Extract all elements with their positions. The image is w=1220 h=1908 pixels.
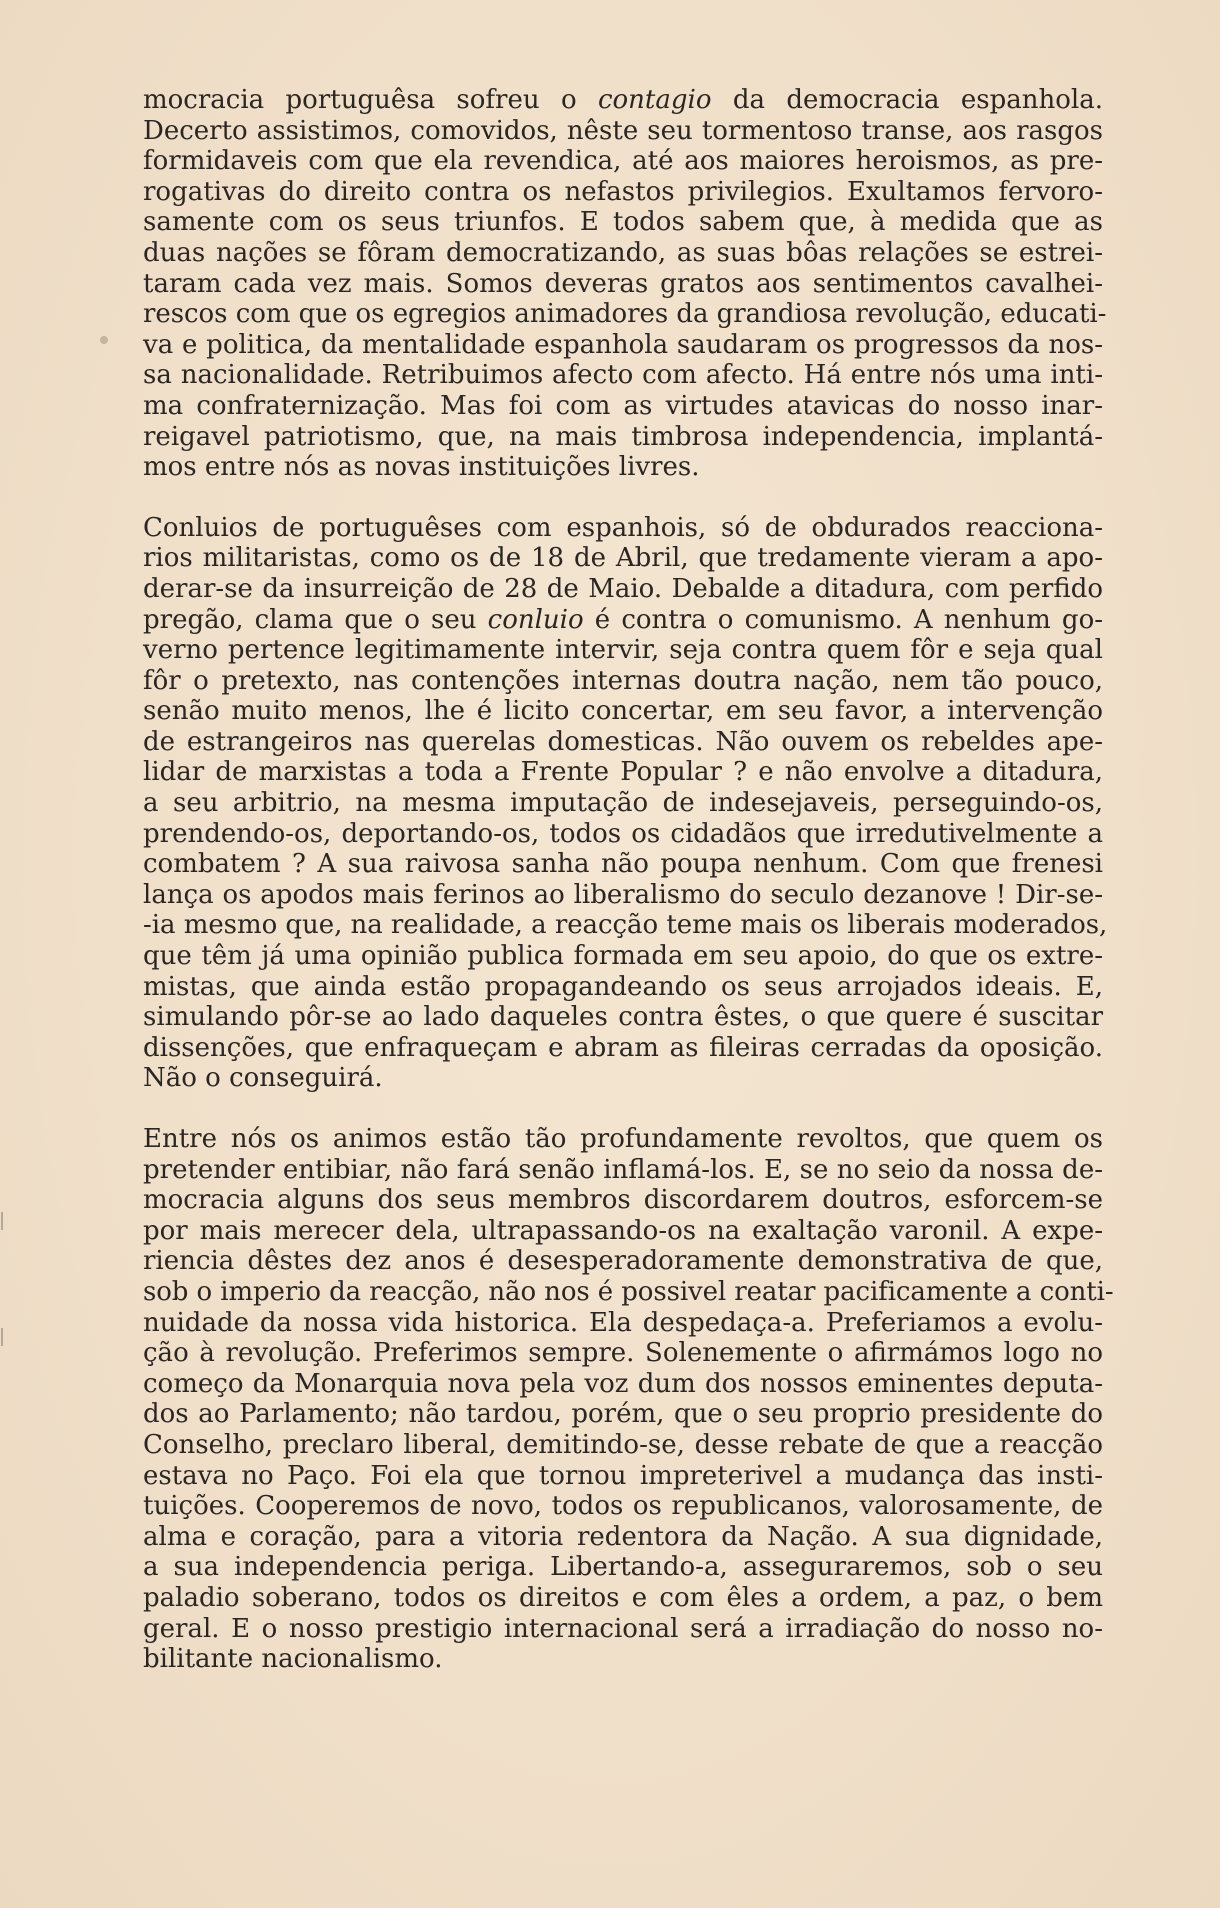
text-line: estava no Paço. Foi ela que tornou impreterivel a mudança das insti- xyxy=(143,1460,1103,1491)
text-segment: da democracia espanhola. xyxy=(711,85,1104,115)
text-line: combatem ? A sua raivosa sanha não poupa nenhum. Com que frenesi xyxy=(143,849,1103,880)
body-text xyxy=(143,85,1114,1675)
text-line: senão muito menos, lhe é licito concertar, em seu favor, a intervenção xyxy=(143,696,1103,727)
text-line: ma confraternização. Mas foi com as virtudes atavicas do nosso inar- xyxy=(143,390,1103,421)
text-line: paladio soberano, todos os direitos e com êles a ordem, a paz, o bem xyxy=(143,1582,1103,1613)
text-line: -ia mesmo que, na realidade, a reacção teme mais os liberais moderados, xyxy=(143,910,1108,941)
text-segment: é contra o comunismo. A nenhum go- xyxy=(583,604,1104,635)
text-line: mistas, que ainda estão propagandeando os seus arrojados ideais. E, xyxy=(143,971,1103,1002)
text-line: dos ao Parlamento; não tardou, porém, que o seu proprio presidente do xyxy=(143,1399,1103,1430)
text-line: ção à revolução. Preferimos sempre. Solenemente o afirmámos logo no xyxy=(143,1338,1103,1369)
italic-word: conluio xyxy=(487,604,584,635)
text-line: Conselho, preclaro liberal, demitindo-se, desse rebate de que a reacção xyxy=(143,1429,1103,1460)
italic-word: contagio xyxy=(597,85,712,115)
text-line: sa nacionalidade. Retribuimos afecto com afecto. Há entre nós uma inti- xyxy=(143,360,1103,391)
text-line: mocracia alguns dos seus membros discordarem doutros, esforcem-se xyxy=(143,1185,1103,1216)
text-line: alma e coração, para a vitoria redentora da Nação. A sua dignidade, xyxy=(143,1521,1103,1552)
text-line: nuidade da nossa vida historica. Ela despedaça-a. Preferiamos a evolu- xyxy=(143,1307,1103,1338)
text-line: sob o imperio da reacção, não nos é possivel reatar pacificamente a conti- xyxy=(143,1276,1114,1307)
paragraph xyxy=(143,1124,1114,1675)
text-line: verno pertence legitimamente intervir, seja contra quem fôr e seja qual xyxy=(143,635,1103,666)
text-line: dissenções, que enfraqueçam e abram as fileiras cerradas da oposição. xyxy=(143,1032,1103,1063)
text-line: tuições. Cooperemos de novo, todos os republicanos, valorosamente, de xyxy=(143,1491,1103,1522)
text-line: taram cada vez mais. Somos deveras gratos aos sentimentos cavalhei- xyxy=(143,268,1103,299)
text-line: formidaveis com que ela revendica, até aos maiores heroismos, as pre- xyxy=(143,146,1103,177)
text-line: começo da Monarquia nova pela voz dum dos nossos eminentes deputa- xyxy=(143,1368,1103,1399)
paper-edge-mark xyxy=(1,1212,3,1230)
text-line: prendendo-os, deportando-os, todos os cidadãos que irredutivelmente a xyxy=(143,818,1103,849)
text-line: rescos com que os egregios animadores da grandiosa revolução, educati- xyxy=(143,299,1107,330)
text-line: geral. E o nosso prestigio internacional será a irradiação do nosso no- xyxy=(143,1613,1103,1644)
text-line: que têm já uma opinião publica formada em seu apoio, do que os extre- xyxy=(143,941,1103,972)
text-line: Não o conseguirá. xyxy=(143,1063,383,1094)
text-line: Entre nós os animos estão tão profundamente revoltos, que quem os xyxy=(143,1124,1103,1154)
text-line: simulando pôr-se ao lado daqueles contra êstes, o que quere é suscitar xyxy=(143,1002,1103,1033)
text-line: va e politica, da mentalidade espanhola saudaram os progressos da nos- xyxy=(143,329,1103,360)
text-line: de estrangeiros nas querelas domesticas. Não ouvem os rebeldes ape- xyxy=(143,726,1103,757)
text-segment: pregão, clama que o seu xyxy=(143,604,488,635)
paragraph xyxy=(143,512,1108,1094)
text-line: duas nações se fôram democratizando, as suas bôas relações se estrei- xyxy=(143,237,1103,268)
text-line: pretender entibiar, não fará senão inflamá-los. E, se no seio da nossa de- xyxy=(143,1154,1103,1185)
text-line: samente com os seus triunfos. E todos sabem que, à medida que as xyxy=(143,207,1103,238)
text-line: fôr o pretexto, nas contenções internas doutra nação, nem tão pouco, xyxy=(143,665,1103,696)
text-line: reigavel patriotismo, que, na mais timbrosa independencia, implantá- xyxy=(143,421,1103,452)
paragraph xyxy=(143,85,1107,483)
text-line: Conluios de portuguêses com espanhois, só de obdurados reacciona- xyxy=(143,512,1103,543)
text-line: a sua independencia periga. Libertando-a, asseguraremos, sob o seu xyxy=(143,1552,1103,1583)
text-line: rios militaristas, como os de 18 de Abril, que tredamente vieram a apo- xyxy=(143,543,1103,574)
text-line: a seu arbitrio, na mesma imputação de indesejaveis, perseguindo-os, xyxy=(143,788,1103,819)
text-line: derar-se da insurreição de 28 de Maio. Debalde a ditadura, com perfido xyxy=(143,573,1103,604)
text-line xyxy=(143,605,1103,636)
text-line: rogativas do direito contra os nefastos privilegios. Exultamos fervoro- xyxy=(143,176,1103,207)
text-segment: mocracia portuguêsa sofreu o xyxy=(143,85,598,115)
text-line: por mais merecer dela, ultrapassando-os na exaltação varonil. A expe- xyxy=(143,1215,1103,1246)
paper-edge-mark xyxy=(1,1328,3,1346)
text-line: mos entre nós as novas instituições livres. xyxy=(143,452,700,483)
paper-speck xyxy=(100,336,108,344)
text-line: bilitante nacionalismo. xyxy=(143,1644,443,1675)
text-line: Decerto assistimos, comovidos, nêste seu tormentoso transe, aos rasgos xyxy=(143,115,1103,146)
text-line: lança os apodos mais ferinos ao liberalismo do seculo dezanove ! Dir-se- xyxy=(143,879,1103,910)
text-line xyxy=(143,85,1103,116)
text-line: lidar de marxistas a toda a Frente Popular ? e não envolve a ditadura, xyxy=(143,757,1103,788)
text-line: riencia dêstes dez anos é desesperadoramente demonstrativa de que, xyxy=(143,1246,1103,1277)
